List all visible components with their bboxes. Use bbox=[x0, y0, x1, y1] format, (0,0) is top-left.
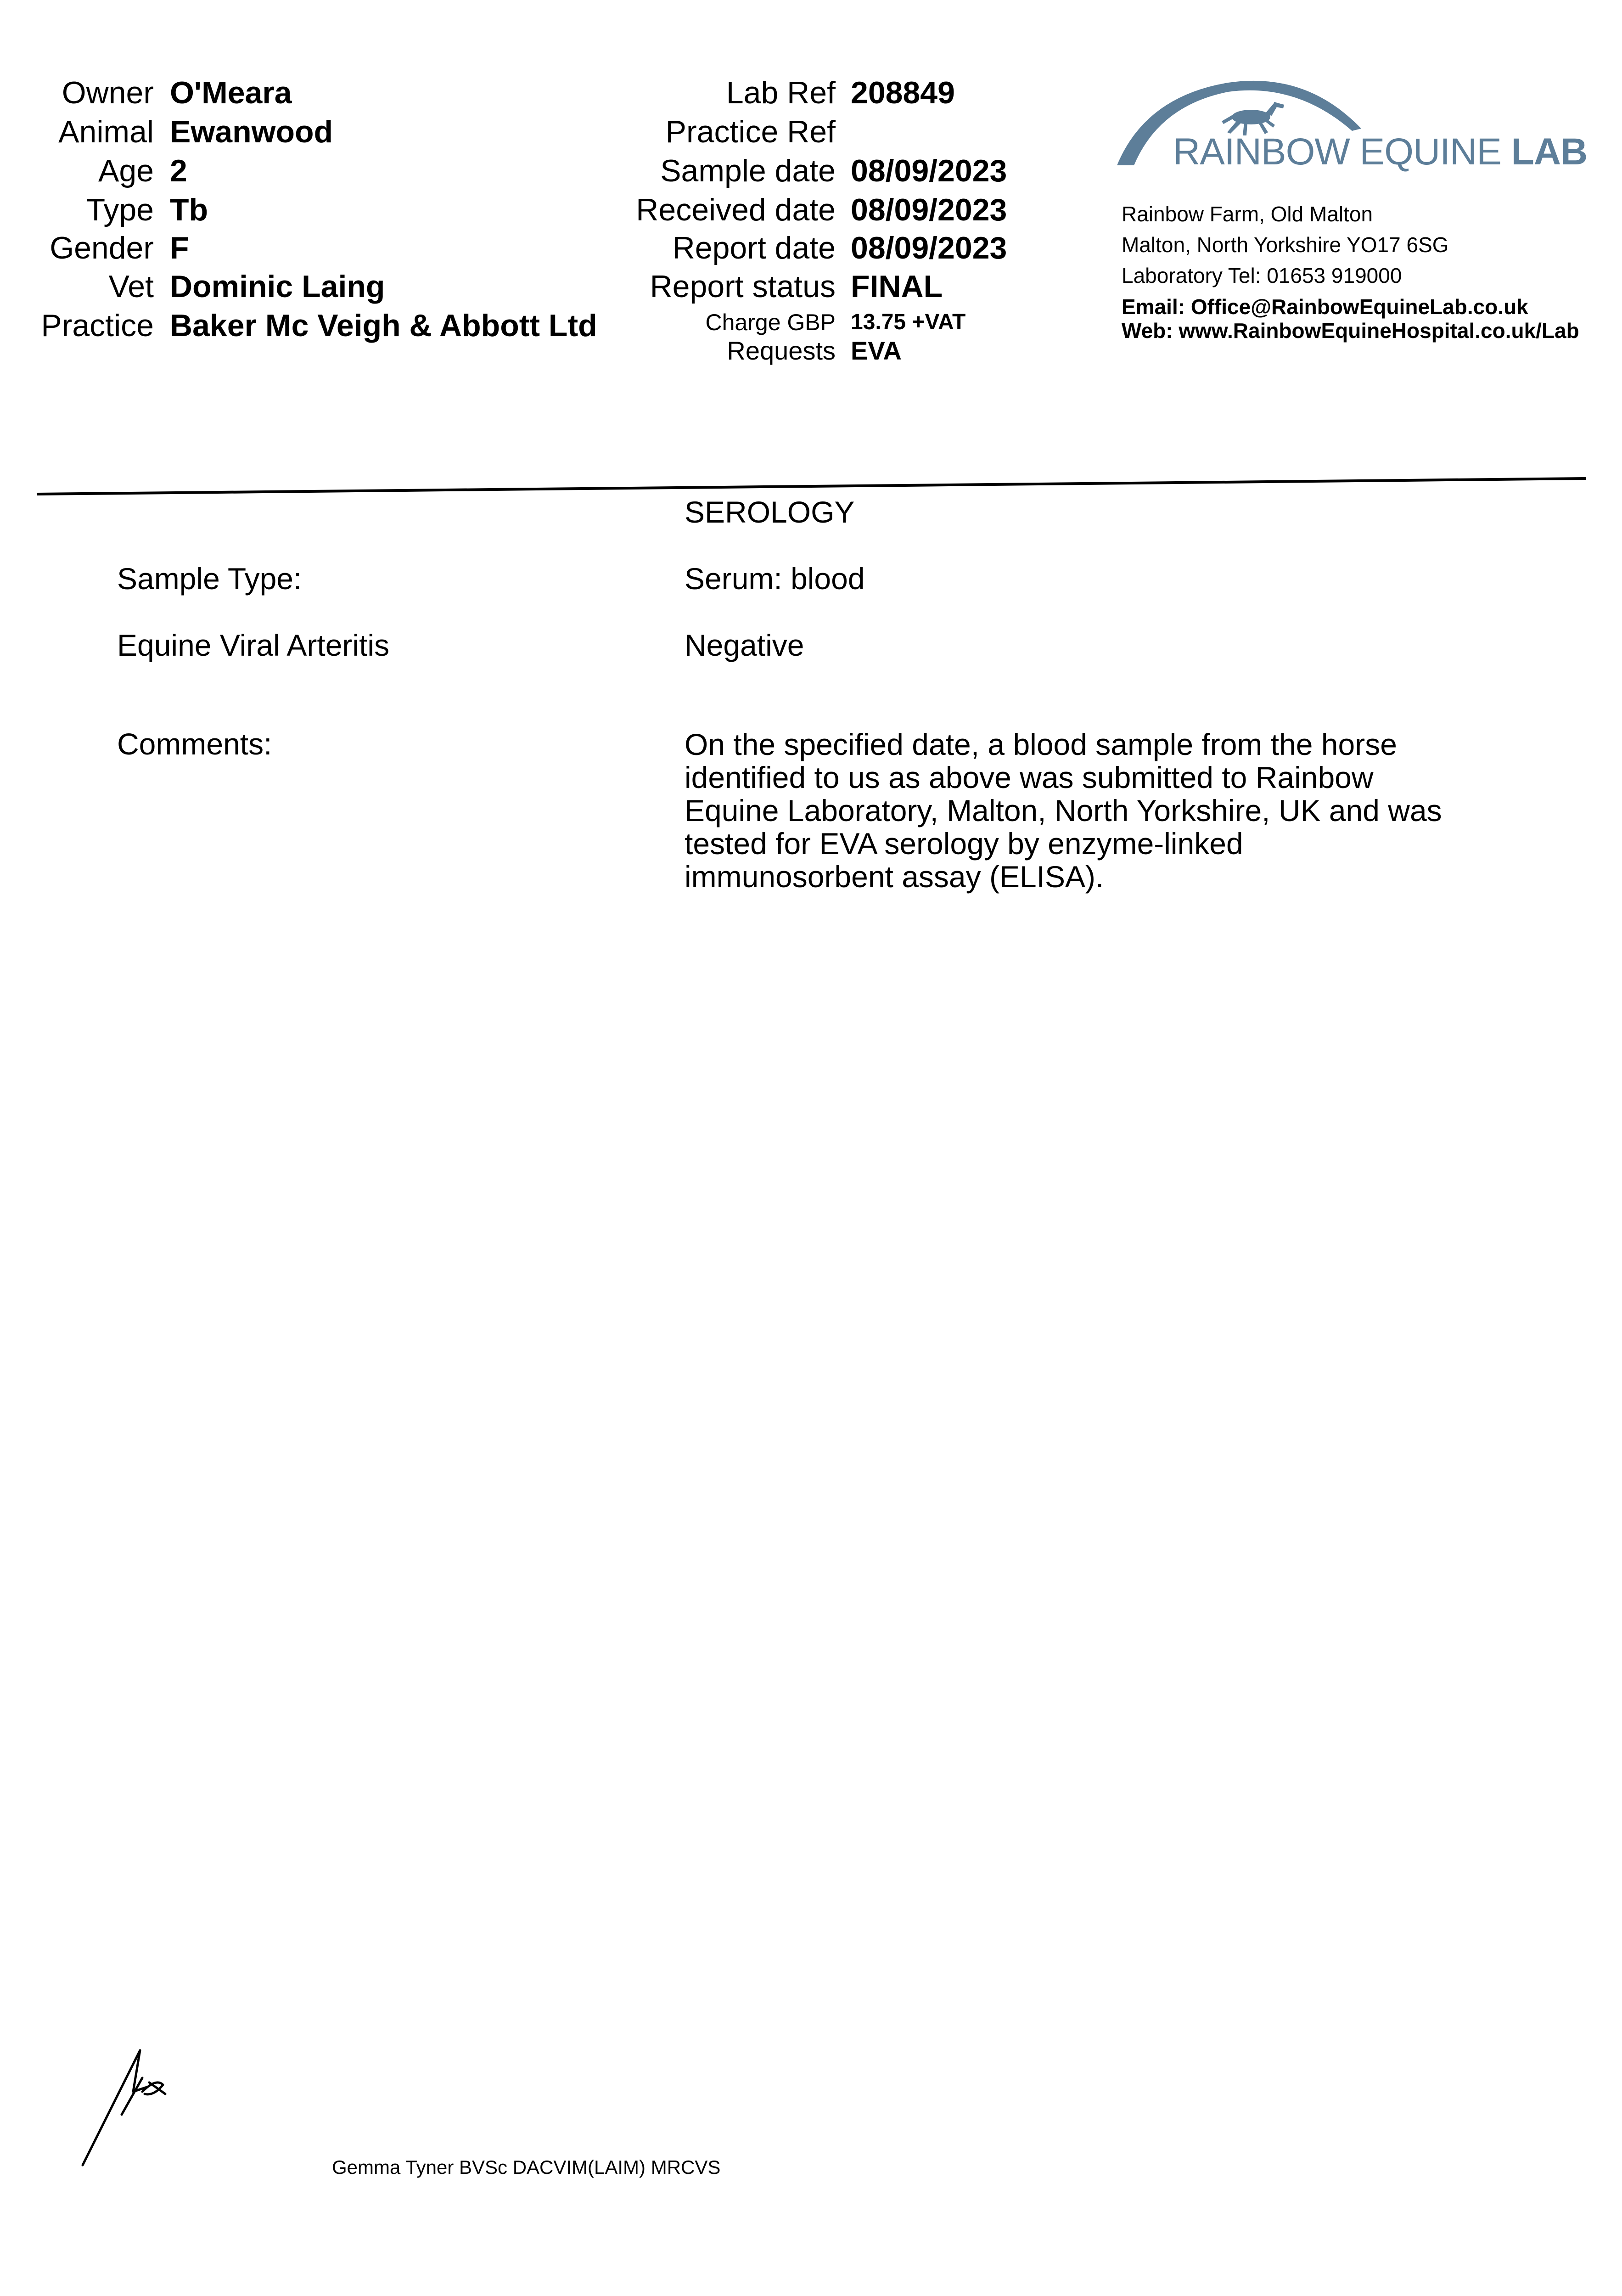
handwritten-signature bbox=[78, 2041, 174, 2170]
type-value: Tb bbox=[170, 192, 208, 227]
address-line-1: Rainbow Farm, Old Malton bbox=[1122, 202, 1373, 226]
lab-ref-label: Lab Ref bbox=[726, 75, 836, 110]
lab-telephone: Laboratory Tel: 01653 919000 bbox=[1122, 264, 1402, 287]
age-value: 2 bbox=[170, 153, 187, 188]
lab-ref-value: 208849 bbox=[851, 75, 955, 110]
type-label: Type bbox=[86, 192, 154, 227]
header-divider bbox=[0, 468, 1622, 496]
test-name: Equine Viral Arteritis bbox=[117, 628, 390, 662]
gender-label: Gender bbox=[50, 231, 154, 265]
received-date-label: Received date bbox=[636, 192, 836, 227]
report-date-value: 08/09/2023 bbox=[851, 231, 1007, 265]
charge-label: Charge GBP bbox=[705, 310, 836, 335]
charge-value: 13.75 +VAT bbox=[851, 310, 966, 334]
lab-website: Web: www.RainbowEquineHospital.co.uk/Lab bbox=[1122, 319, 1579, 343]
sample-type-label: Sample Type: bbox=[117, 562, 302, 596]
requests-label: Requests bbox=[727, 336, 836, 365]
lab-email: Email: Office@RainbowEquineLab.co.uk bbox=[1122, 295, 1528, 319]
address-line-2: Malton, North Yorkshire YO17 6SG bbox=[1122, 233, 1449, 257]
practice-ref-label: Practice Ref bbox=[665, 114, 836, 149]
received-date-value: 08/09/2023 bbox=[851, 192, 1007, 227]
age-label: Age bbox=[98, 153, 154, 188]
signer-name: Gemma Tyner BVSc DACVIM(LAIM) MRCVS bbox=[332, 2156, 721, 2178]
gender-value: F bbox=[170, 231, 189, 265]
practice-label: Practice bbox=[41, 308, 154, 343]
report-status-label: Report status bbox=[650, 269, 836, 304]
sample-date-value: 08/09/2023 bbox=[851, 153, 1007, 188]
practice-value: Baker Mc Veigh & Abbott Ltd bbox=[170, 308, 597, 343]
test-result: Negative bbox=[685, 628, 804, 662]
comments-label: Comments: bbox=[117, 727, 272, 761]
requests-value: EVA bbox=[851, 336, 902, 365]
report-status-value: FINAL bbox=[851, 269, 943, 304]
brand-logo-text: RAINBOW EQUINE LAB bbox=[1173, 131, 1588, 173]
sample-type-value: Serum: blood bbox=[685, 562, 865, 596]
animal-label: Animal bbox=[58, 114, 154, 149]
vet-label: Vet bbox=[108, 269, 154, 304]
vet-value: Dominic Laing bbox=[170, 269, 385, 304]
owner-label: Owner bbox=[62, 75, 154, 110]
report-date-label: Report date bbox=[672, 231, 836, 265]
section-title: SEROLOGY bbox=[685, 495, 855, 529]
animal-value: Ewanwood bbox=[170, 114, 333, 149]
comments-text: On the specified date, a blood sample from the horse identified to us as above was submitted to Rainbow Equine Laboratory, Malton, North Yorkshire, UK and was tested for EVA serology by enzyme-linked immunosorbent assay (ELISA). bbox=[685, 727, 1442, 894]
owner-value: O'Meara bbox=[170, 75, 292, 110]
sample-date-label: Sample date bbox=[660, 153, 836, 188]
